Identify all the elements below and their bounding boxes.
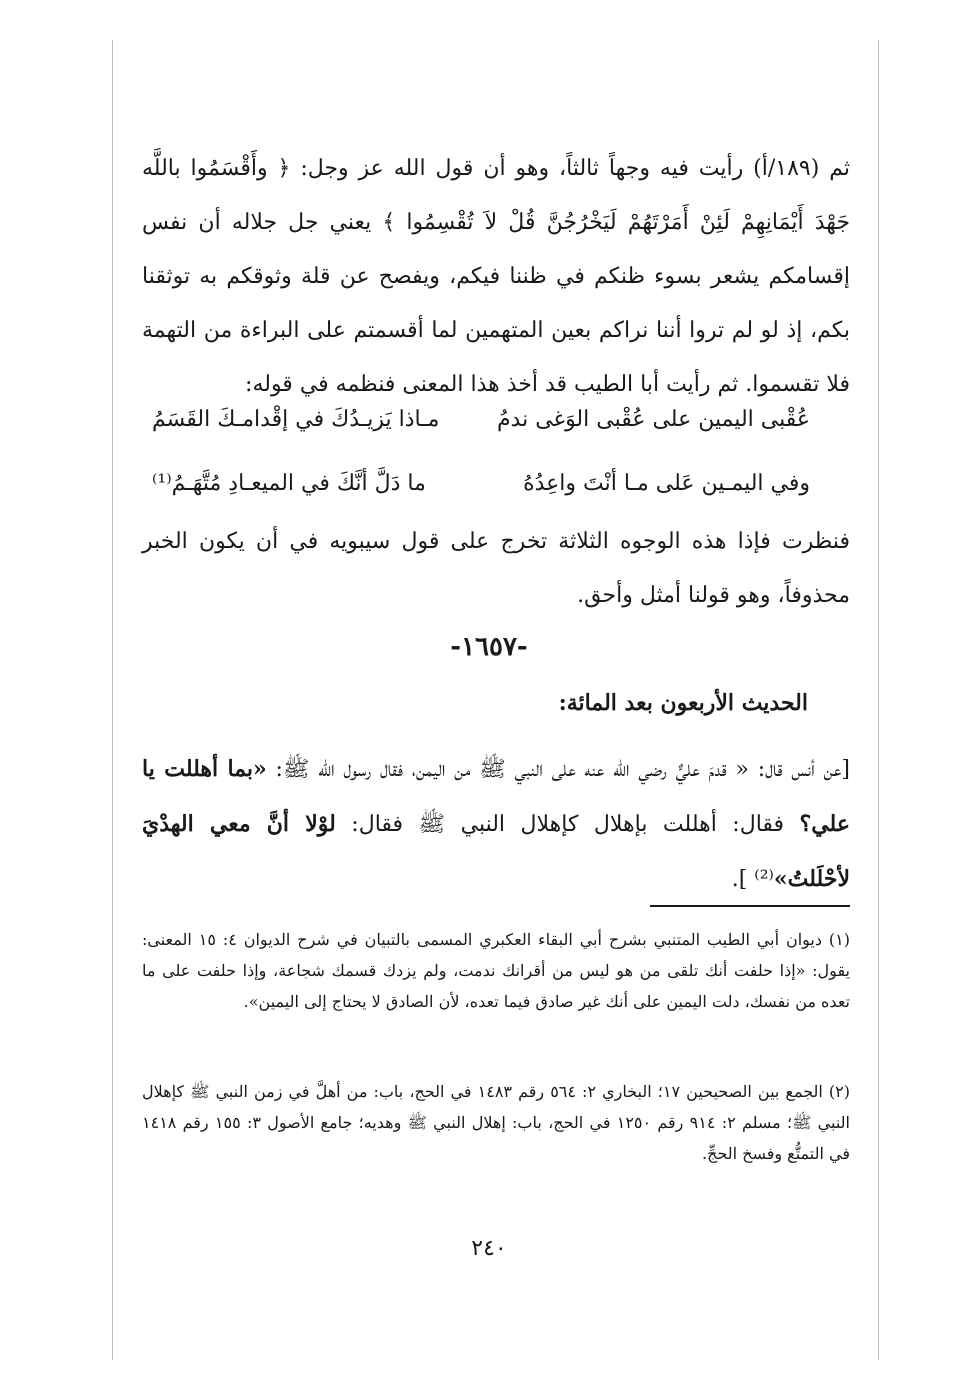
verse-line-2: [142, 457, 850, 511]
hadith-text-part-a: [عن أنس قال: « قدمَ عليٌّ رضي الله عنه على النبي ﷺ من اليمن، فقال رسول الله ﷺ:: [266, 757, 851, 782]
paragraph-conclusion: فنظرت فإذا هذه الوجوه الثلاثة تخرج على قول سيبويه في أن يكون الخبر محذوفاً، وهو قولنا أمثل وأحق.: [142, 529, 850, 608]
hadith-text-part-c: فقال: أهللت بإهلال كإهلال النبي ﷺ فقال:: [335, 812, 800, 837]
hadith-text-part-b: «بما أهللت يا علي؟: [142, 756, 850, 837]
hadith-number: -١٦٥٧-: [450, 632, 528, 662]
verse-2-second-hemistich: ما دَلَّ أنَّكَ في الميعـادِ مُتَّهَـمُ⁽¹⁾: [152, 471, 426, 496]
verse-1-second-hemistich: مـاذا يَزيـدُكَ في إقْدامـكَ القَسَمُ: [152, 407, 440, 432]
hadith-text-part-e: ⁽²⁾ ].: [731, 867, 774, 892]
footnote-1: (١) ديوان أبي الطيب المتنبي بشرح أبي البقاء العكبري المسمى بالتبيان في شرح الديوان ٤: ١٥ المعنى: يقول: «إذا حلفت أنك تلقى من هو ليس من أقرانك ندمت، ولم يزدك قسمك شجاعة، وإذا حلفت على ما تعده من نفسك، دلت اليمين على أنك غير صادق فيما تعده، لأن الصادق لا يحتاج إلى اليمين».: [142, 930, 850, 1011]
footnote-separator: [650, 905, 850, 907]
verse-1-first-hemistich: عُقْبى اليمين على عُقْبى الوَغى ندمُ: [496, 407, 810, 432]
footnote-2: (٢) الجمع بين الصحيحين ١٧؛ البخاري ٢: ٥٦٤ رقم ١٤٨٣ في الحج، باب: من أهلَّ في زمن النبي ﷺ كإهلال النبي ﷺ؛ مسلم ٢: ٩١٤ رقم ١٢٥٠ في الحج، باب: إهلال النبي ﷺ وهديه؛ جامع الأصول ٣: ١٥٥ رقم ١٤١٨ في التمتُّع وفسخ الحجِّ.: [142, 1082, 851, 1163]
hadith-heading: الحديث الأربعون بعد المائة:: [558, 690, 808, 716]
hadith-text: [142, 742, 850, 907]
scan-artifact-right: [878, 40, 879, 1360]
verse-line-1: [142, 393, 850, 447]
hadith-text-part-d: لوْلا أنَّ معي الهدْيَ لأحْلَلتُ»: [142, 811, 850, 892]
page-number: ٢٤٠: [471, 1236, 507, 1261]
scan-artifact-left: [112, 40, 113, 1360]
verse-2-first-hemistich: وفي اليمـين عَلى مـا أنْتَ واعِدُهُ: [523, 471, 810, 496]
paragraph-intro: ثم (١٨٩/أ) رأيت فيه وجهاً ثالثاً، وهو أن قول الله عز وجل: ﴿ وأَقْسَمُوا باللَّه جَهْدَ أَيْمَانِهِمْ لَئِنْ أَمَرْتَهُمْ لَيَخْرُجُنَّ قُلْ لاَ تُقْسِمُوا ﴾ يعني جل جلاله أن نفس إقسامكم يشعر بسوء ظنكم في ظننا فيكم، ويفصح عن قلة وثوقكم به توثقنا بكم، إذ لو لم تروا أننا نراكم بعين المتهمين لما أقسمتم على البراءة من التهمة فلا تقسموا. ثم رأيت أبا الطيب قد أخذ هذا المعنى فنظمه في قوله:: [142, 156, 851, 397]
